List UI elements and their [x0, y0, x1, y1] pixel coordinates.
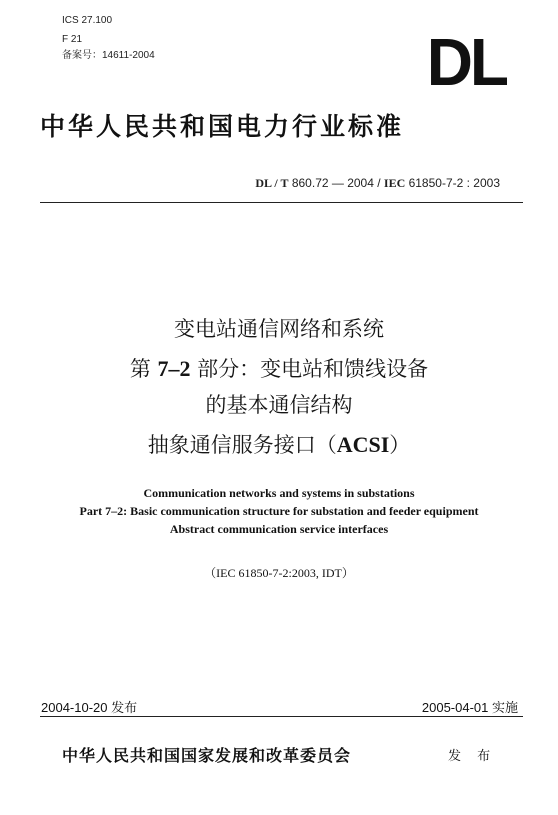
implement-date: 2005-04-01 实施 [421, 700, 518, 715]
filing-number: 备案号：14611-2004 [62, 50, 155, 61]
title-cn-line2-suffix: 部分：变电站和馈线设备 [190, 357, 429, 381]
issuer: 中华人民共和国国家发展和改革委员会 [62, 746, 352, 765]
iec-prefix: IEC [383, 176, 406, 190]
title-cn-line2-prefix: 第 [129, 357, 158, 381]
dl-logo: DL [426, 24, 506, 100]
top-rule [40, 202, 523, 203]
title-cn-line4-prefix: 抽象通信服务接口（ [147, 433, 337, 457]
category-code: F 21 [62, 34, 83, 45]
title-en-line1: Communication networks and systems in substations [143, 486, 415, 500]
equivalence-note: （IEC 61850-7-2:2003, IDT） [204, 566, 354, 580]
bottom-rule [40, 716, 523, 717]
publish-label: 发 布 [448, 749, 497, 764]
issue-date: 2004-10-20 发布 [41, 700, 138, 715]
ics-code: ICS 27.100 [62, 15, 113, 24]
title-en-line3: Abstract communication service interfaces [169, 522, 389, 536]
title-cn-line4-suffix: ） [389, 433, 411, 457]
title-cn-line3: 的基本通信结构 [205, 393, 353, 417]
standard-type-title: 中华人民共和国电力行业标准 [40, 112, 405, 141]
dl-number: 860.72 — 2004 / [288, 176, 384, 190]
title-cn-line4 [0, 432, 558, 458]
title-cn-part-number: 7–2 [157, 356, 191, 381]
standard-number [255, 176, 500, 191]
title-cn-acronym: ACSI [336, 432, 390, 457]
title-cn-line1: 变电站通信网络和系统 [174, 317, 384, 341]
title-en-line2: Part 7–2: Basic communication structure for substation and feeder equipment [79, 504, 479, 518]
iec-number: 61850-7-2 : 2003 [405, 176, 500, 190]
title-cn-line2 [0, 356, 558, 382]
dl-prefix: DL / T [255, 176, 289, 190]
